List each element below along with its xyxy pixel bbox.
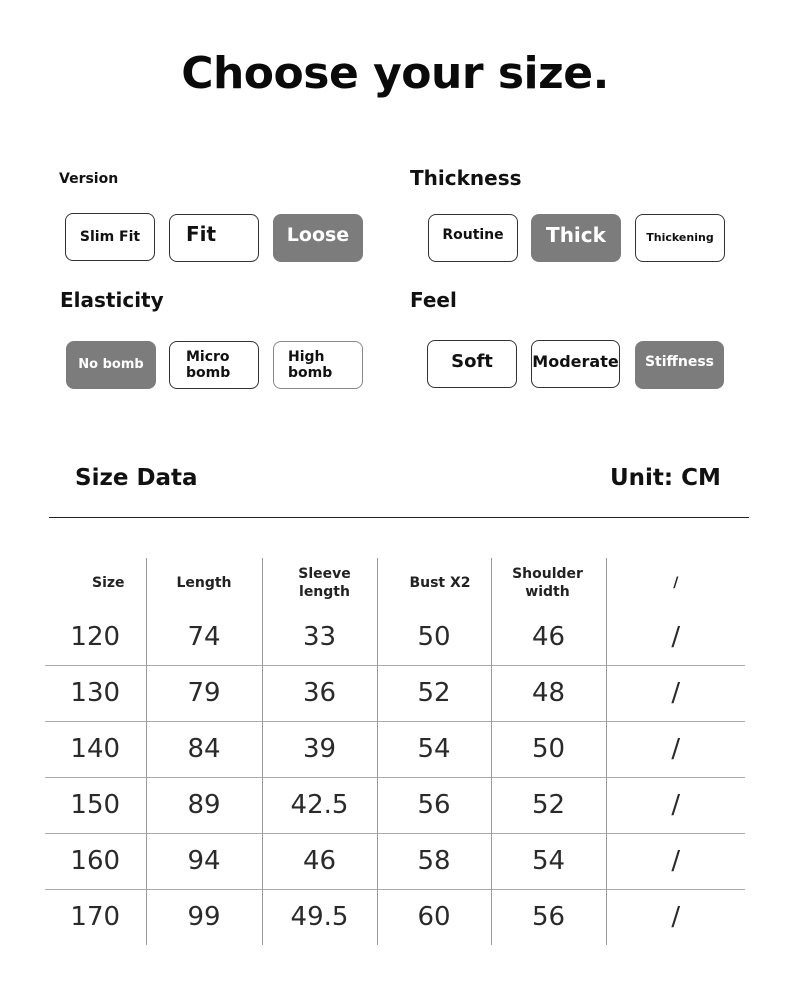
cell-size: 130 [70, 678, 121, 708]
table-row [45, 777, 745, 833]
cell-length: 94 [146, 833, 262, 889]
cell-shoulder-width: 46 [491, 609, 606, 665]
table-row [45, 721, 745, 777]
thickness-option-label: Routine [442, 227, 504, 243]
version-option-label: Loose [286, 224, 350, 246]
cell-length: 79 [146, 665, 262, 721]
cell-sleeve-length: 42.5 [262, 777, 377, 833]
column-header-label: Shoulder width [512, 566, 583, 600]
feel-option-stiffness[interactable] [635, 341, 724, 389]
table-row [45, 833, 745, 889]
cell-bust: 54 [377, 721, 491, 777]
cell-empty: / [606, 721, 745, 777]
cell-size: 160 [70, 846, 121, 876]
version-option-loose[interactable] [273, 214, 363, 262]
thickness-option-thickening[interactable] [635, 214, 725, 262]
cell-shoulder-width: 56 [491, 889, 606, 945]
size-table [45, 558, 745, 945]
version-label: Version [59, 171, 119, 187]
thickness-option-label: Thickening [646, 230, 714, 244]
cell-bust: 50 [377, 609, 491, 665]
version-option-label: Slim Fit [79, 228, 141, 245]
cell-empty: / [606, 889, 745, 945]
cell-bust: 52 [377, 665, 491, 721]
cell-sleeve-length: 49.5 [262, 889, 377, 945]
column-header-empty: / [606, 558, 745, 609]
column-header-label: Sleeve length [298, 566, 351, 600]
unit-label: Unit: CM [610, 465, 721, 491]
table-row [45, 889, 745, 945]
feel-option-soft[interactable] [427, 340, 517, 388]
elasticity-option-label: Micro bomb [186, 348, 231, 381]
cell-sleeve-length: 46 [262, 833, 377, 889]
version-option-fit[interactable] [169, 214, 259, 262]
cell-length: 89 [146, 777, 262, 833]
cell-sleeve-length: 36 [262, 665, 377, 721]
cell-bust: 56 [377, 777, 491, 833]
elasticity-option-high-bomb[interactable] [273, 341, 363, 389]
version-option-slim-fit[interactable] [65, 213, 155, 261]
cell-size: 150 [70, 790, 121, 820]
table-row [45, 609, 745, 665]
thickness-option-routine[interactable] [428, 214, 518, 262]
cell-empty: / [606, 609, 745, 665]
feel-option-moderate[interactable] [531, 340, 620, 388]
cell-size: 120 [70, 621, 121, 652]
cell-sleeve-length: 39 [262, 721, 377, 777]
elasticity-option-micro-bomb[interactable] [169, 341, 259, 389]
elasticity-label: Elasticity [60, 288, 164, 312]
elasticity-option-no-bomb[interactable] [66, 341, 156, 389]
cell-length: 84 [146, 721, 262, 777]
column-header-length: Length [146, 558, 262, 609]
cell-shoulder-width: 52 [491, 777, 606, 833]
divider [49, 517, 749, 518]
cell-empty: / [606, 833, 745, 889]
cell-shoulder-width: 54 [491, 833, 606, 889]
column-header-shoulder-width [491, 558, 606, 609]
column-header-bust: Bust X2 [377, 558, 491, 609]
cell-sleeve-length: 33 [262, 609, 377, 665]
size-data-heading: Size Data [75, 465, 198, 491]
cell-empty: / [606, 665, 745, 721]
feel-option-label: Soft [451, 351, 493, 372]
page-title: Choose your size. [181, 48, 609, 99]
cell-length: 74 [146, 609, 262, 665]
elasticity-option-label: High bomb [288, 348, 333, 381]
feel-label: Feel [410, 288, 457, 312]
column-header-size: Size [91, 574, 125, 591]
cell-length: 99 [146, 889, 262, 945]
thickness-option-thick[interactable] [531, 214, 621, 262]
cell-size: 170 [70, 902, 121, 933]
feel-option-label: Stiffness [644, 354, 715, 370]
table-row [45, 665, 745, 721]
thickness-option-label: Thick [546, 223, 606, 247]
column-header-sleeve-length [262, 558, 377, 609]
cell-shoulder-width: 48 [491, 665, 606, 721]
cell-bust: 60 [377, 889, 491, 945]
cell-shoulder-width: 50 [491, 721, 606, 777]
feel-option-label: Moderate [532, 352, 619, 371]
table-header-row [45, 558, 745, 609]
cell-size: 140 [70, 734, 121, 764]
elasticity-option-label: No bomb [78, 356, 144, 372]
cell-empty: / [606, 777, 745, 833]
thickness-label: Thickness [410, 166, 522, 190]
version-option-label: Fit [186, 222, 217, 246]
cell-bust: 58 [377, 833, 491, 889]
